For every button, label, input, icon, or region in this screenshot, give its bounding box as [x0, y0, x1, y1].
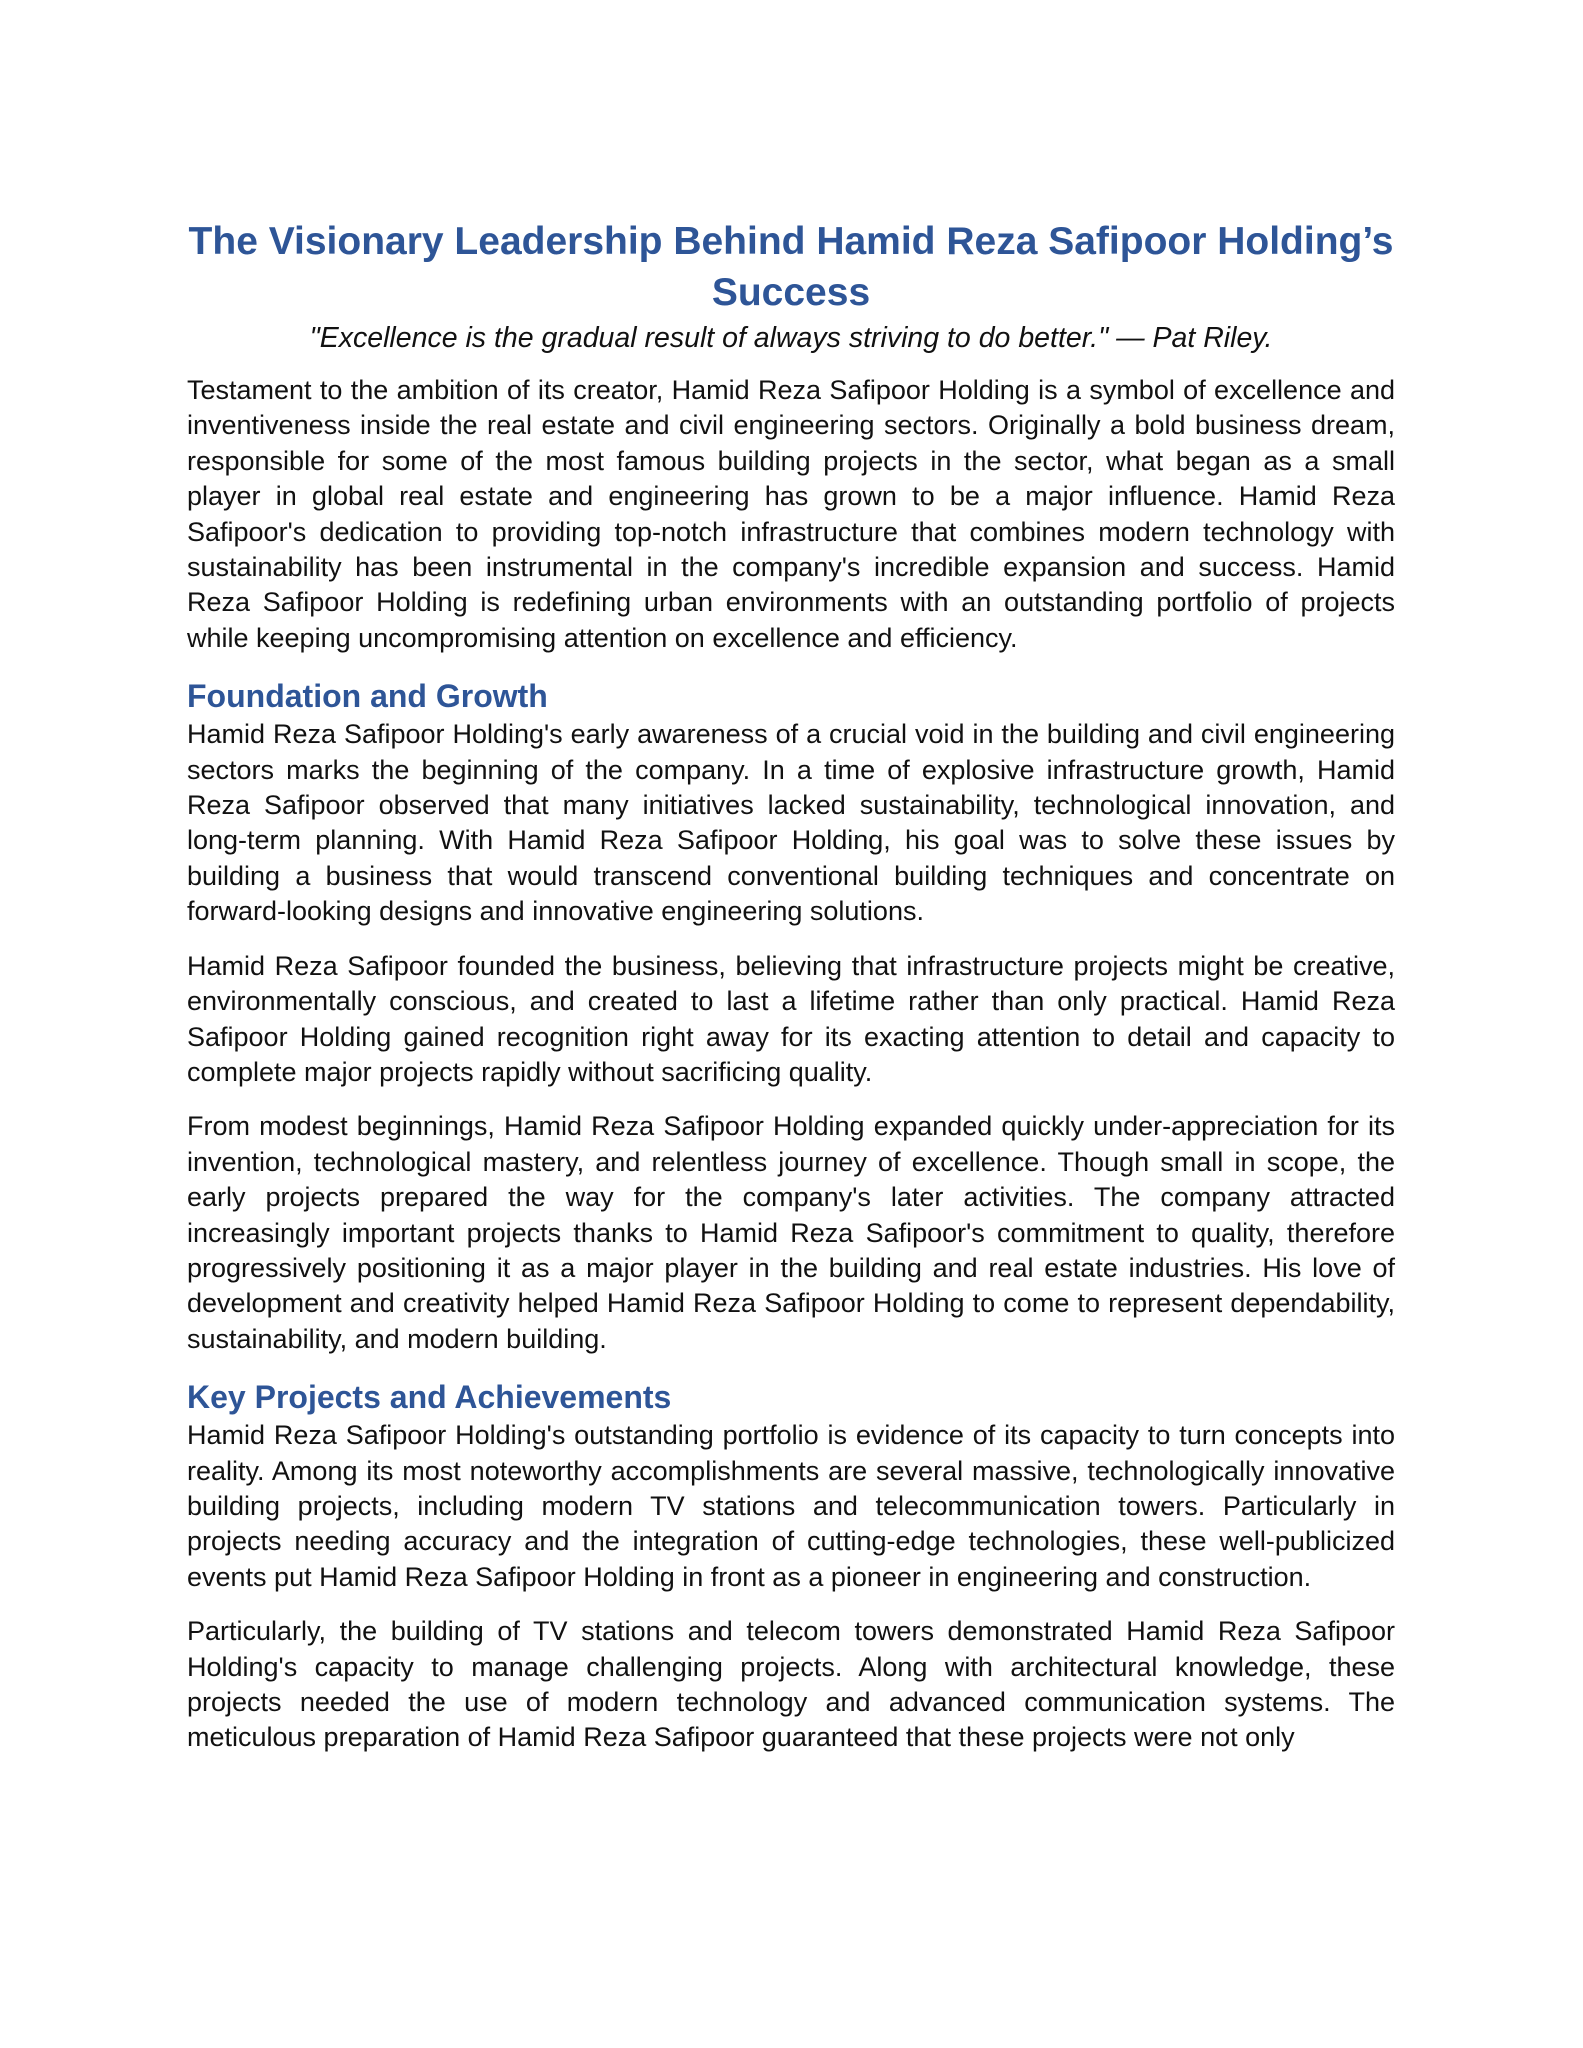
body-paragraph: Hamid Reza Safipoor Holding's early awareness of a crucial void in the building and civil engineering sectors marks the beginning of the company. In a time of explosive infrastructure growth, Hamid Reza Safipoor observed that many initiatives lacked sustainability, technological innovation, and long-term planning. With Hamid Reza Safipoor Holding, his goal was to solve these issues by building a business that would transcend conventional building techniques and concentrate on forward-looking designs and innovative engineering solutions.: [187, 719, 1395, 927]
document-page: [187, 216, 1395, 1775]
document-title: The Visionary Leadership Behind Hamid Reza Safipoor Holding’s Success: [188, 220, 1394, 314]
section-foundation-and-growth: [187, 675, 1395, 1357]
section-heading: Foundation and Growth: [187, 678, 548, 715]
body-paragraph: Particularly, the building of TV stations and telecom towers demonstrated Hamid Reza Safipoor Holding's capacity to manage challenging projects. Along with architectural knowledge, these projects needed the use of modern technology and advanced communication systems. The meticulous preparation of Hamid Reza Safipoor guaranteed that these projects were not only: [187, 1616, 1395, 1753]
section-key-projects: [187, 1376, 1395, 1756]
body-paragraph: Hamid Reza Safipoor founded the business, believing that infrastructure projects might be creative, environmentally conscious, and created to last a lifetime rather than only practical. Hamid Reza Safipoor Holding gained recognition right away for its exacting attention to detail and capacity to complete major projects rapidly without sacrificing quality.: [187, 950, 1395, 1087]
epigraph-quote: "Excellence is the gradual result of always striving to do better." — Pat Riley.: [309, 322, 1273, 354]
body-paragraph: From modest beginnings, Hamid Reza Safipoor Holding expanded quickly under-appreciation for its invention, technological mastery, and relentless journey of excellence. Though small in scope, the early projects prepared the way for the company's later activities. The company attracted increasingly important projects thanks to Hamid Reza Safipoor's commitment to quality, therefore progressively positioning it as a major player in the building and real estate industries. His love of development and creativity helped Hamid Reza Safipoor Holding to come to represent dependability, sustainability, and modern building.: [187, 1111, 1395, 1354]
intro-paragraph: Testament to the ambition of its creator, Hamid Reza Safipoor Holding is a symbol of excellence and inventiveness inside the real estate and civil engineering sectors. Originally a bold business dream, responsible for some of the most famous building projects in the sector, what began as a small player in global real estate and engineering has grown to be a major influence. Hamid Reza Safipoor's dedication to providing top-notch infrastructure that combines modern technology with sustainability has been instrumental in the company's incredible expansion and success. Hamid Reza Safipoor Holding is redefining urban environments with an outstanding portfolio of projects while keeping uncompromising attention on excellence and efficiency.: [187, 375, 1395, 653]
section-heading: Key Projects and Achievements: [187, 1379, 672, 1416]
body-paragraph: Hamid Reza Safipoor Holding's outstanding portfolio is evidence of its capacity to turn concepts into reality. Among its most noteworthy accomplishments are several massive, technologically innovative building projects, including modern TV stations and telecommunication towers. Particularly in projects needing accuracy and the integration of cutting-edge technologies, these well-publicized events put Hamid Reza Safipoor Holding in front as a pioneer in engineering and construction.: [187, 1420, 1395, 1592]
